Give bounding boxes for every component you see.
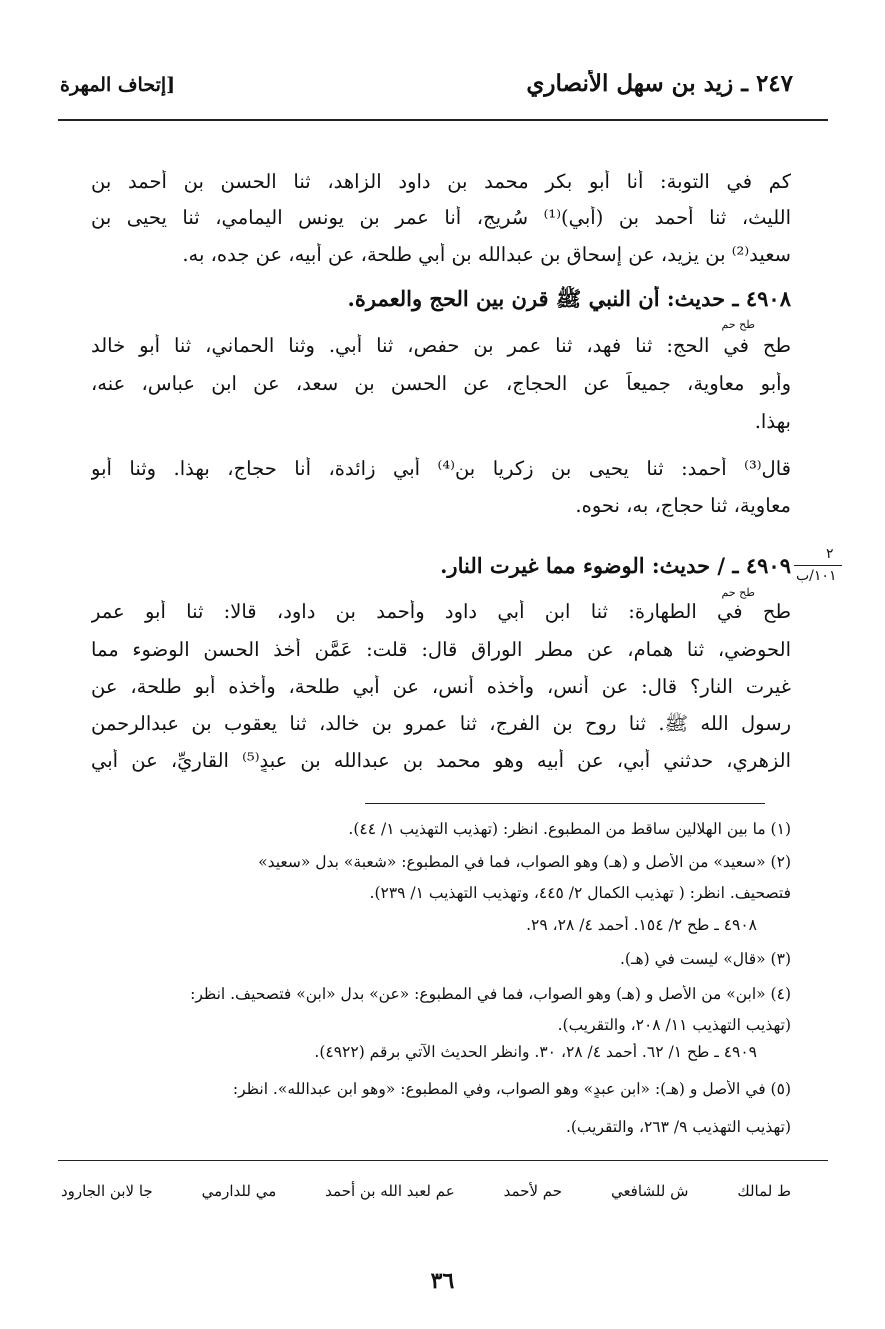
hadith-4908-ahmad-line-2: معاوية، ثنا حجاج، به، نحوه. [575,494,791,517]
footnote-5: (٥) في الأصل و (هـ): «ابن عبدٍ» وهو الصواب، وفي المطبوع: «وهو ابن عبدالله». انظر: [232,1080,791,1098]
legend-item: ط لمالك [737,1182,791,1200]
hadith-4908-ahmad-line-1: قال⁽³⁾ أحمد: ثنا يحيى بن زكريا بن⁽⁴⁾ أبي زائدة، أنا حجاج، بهذا. وثنا أبو [91,457,791,480]
source-4908: ٤٩٠٨ ـ طح ٢/ ١٥٤. أحمد ٤/ ٢٨، ٢٩. [526,916,757,934]
margin-rule [794,565,842,566]
hadith-4909-line-4: رسول الله ﷺ. ثنا روح بن الفرج، ثنا عمرو بن خالد، ثنا يعقوب بن عبدالرحمن [91,712,791,735]
hadith-4908-line-2: وأبو معاوية، جميعاً عن الحجاج، عن الحسن بن سعد، عن ابن عباس، عنه، [91,372,791,395]
margin-ref: ١٠١/ب [796,568,837,584]
legend-item: ش للشافعي [610,1182,689,1200]
header-rule [58,119,828,121]
intro-line-2: الليث، ثنا أحمد بن (أبي)⁽¹⁾ سُريج، أنا عمر بن يونس اليمامي، ثنا يحيى بن [91,206,791,229]
running-title: ٢٤٧ ـ زيد بن سهل الأنصاري [526,70,793,97]
intro-line-1: كم في التوبة: أنا أبو بكر محمد بن داود الزاهد، ثنا الحسن بن أحمد بن [91,170,791,193]
abbreviation-legend [61,1182,791,1200]
footnote-4-cont: (تهذيب التهذيب ١١/ ٢٠٨، والتقريب). [557,1016,791,1034]
hadith-4909-marker: طح حم [721,586,755,599]
hadith-4908-line-1: طح في الحج: ثنا فهد، ثنا عمر بن حفص، ثنا أبي. وثنا الحماني، ثنا أبو خالد [91,334,791,357]
book-title: [إتحاف المهرة [60,74,176,96]
legend-item: مي للدارمي [201,1182,277,1200]
footnote-3: (٣) «قال» ليست في (هـ). [619,950,791,968]
legend-item: حم لأحمد [503,1182,563,1200]
footnote-4: (٤) «ابن» من الأصل و (هـ) وهو الصواب، فما في المطبوع: «عن» بدل «ابن» فتصحيف. انظر: [190,985,791,1003]
hadith-4908-line-3: بهذا. [754,410,791,433]
hadith-4909-line-2: الحوضي، ثنا همام، عن مطر الوراق قال: قلت: عَمَّن أخذ الحسن الوضوء مما [91,638,791,661]
footnote-rule [365,803,765,804]
hadith-4908-heading: ٤٩٠٨ ـ حديث: أن النبي ﷺ قرن بين الحج والعمرة. [347,286,791,311]
hadith-4908-marker: طح حم [721,318,755,331]
footnote-1: (١) ما بين الهلالين ساقط من المطبوع. انظر: (تهذيب التهذيب ١/ ٤٤). [348,820,791,838]
hadith-4909-line-3: غيرت النار؟ قال: عن أنس، وأخذه أنس، عن أبي طلحة، وأخذه أبو طلحة، عن [91,675,791,698]
hadith-4909-line-1: طح في الطهارة: ثنا ابن أبي داود وأحمد بن داود، قالا: ثنا أبو عمر [91,600,791,623]
footnote-5-cont: (تهذيب التهذيب ٩/ ٢٦٣، والتقريب). [565,1118,791,1136]
legend-item: عم لعبد الله بن أحمد [325,1182,455,1200]
hadith-4909-line-5: الزهري، حدثني أبي، عن أبيه وهو محمد بن عبدالله بن عبدٍ⁽⁵⁾ القاريِّ، عن أبي [91,749,791,772]
margin-number: ٢ [826,546,834,562]
footnote-2-cont: فتصحيف. انظر: ( تهذيب الكمال ٢/ ٤٤٥، وتهذيب التهذيب ١/ ٢٣٩). [369,884,791,902]
legend-rule [58,1160,828,1161]
intro-line-3: سعيد⁽²⁾ بن يزيد، عن إسحاق بن عبدالله بن أبي طلحة، عن أبيه، عن جده، به. [182,243,791,266]
source-4909: ٤٩٠٩ ـ طح ١/ ٦٢. أحمد ٤/ ٢٨، ٣٠. وانظر الحديث الآتي برقم (٤٩٢٢). [314,1043,757,1061]
hadith-4909-heading: ٤٩٠٩ ـ / حديث: الوضوء مما غيرت النار. [440,553,791,578]
legend-item: جا لابن الجارود [61,1182,153,1200]
footnote-2: (٢) «سعيد» من الأصل و (هـ) وهو الصواب، فما في المطبوع: «شعبة» بدل «سعيد» [258,853,791,871]
page-number: ٣٦ [430,1268,455,1294]
